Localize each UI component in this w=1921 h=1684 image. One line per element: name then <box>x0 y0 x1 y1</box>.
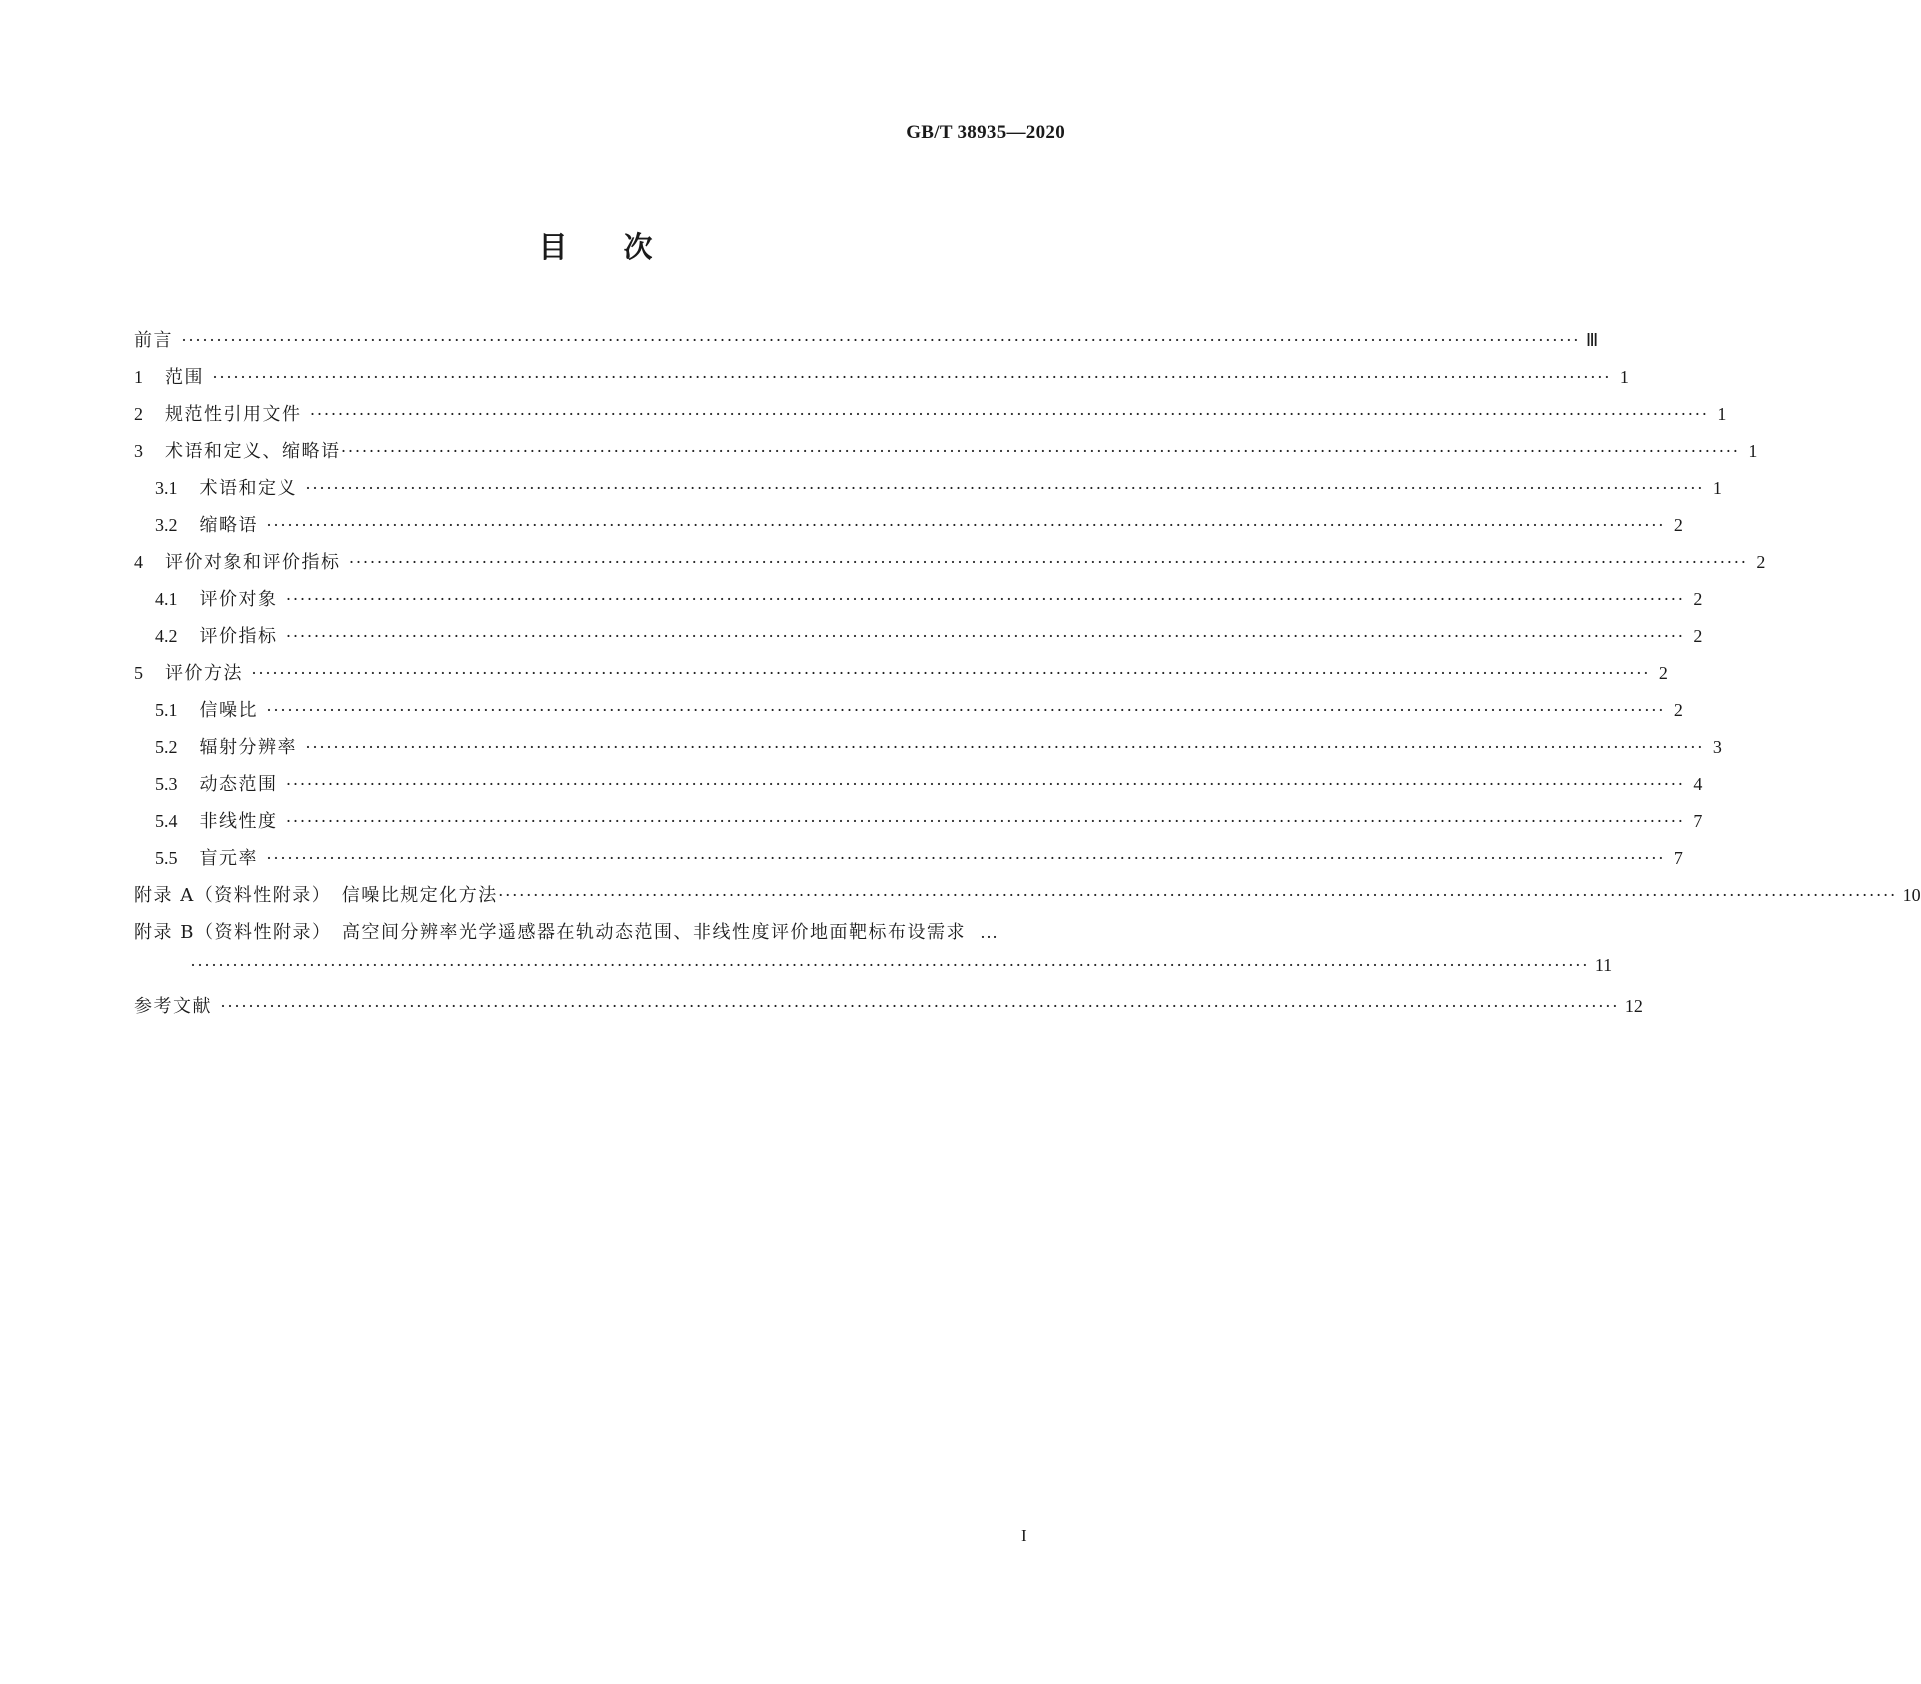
toc-entry-number: 5.2 <box>155 737 178 757</box>
toc-entry-number: 5.4 <box>155 811 178 831</box>
toc-entry-number: 5.5 <box>155 848 178 868</box>
toc-entry-text: 范围 <box>165 367 204 388</box>
toc-entry-number: 3.1 <box>155 478 178 498</box>
toc-entry-appendix-b-continuation[interactable] <box>134 955 1613 992</box>
toc-entry-number: 2 <box>134 404 143 424</box>
toc-entry-page: 4 <box>1693 774 1703 794</box>
toc-entry-page: 11 <box>1594 955 1613 975</box>
dot-leader: ········································································································································································································ <box>212 367 1611 387</box>
toc-entry-page: 12 <box>1624 996 1643 1016</box>
toc-entry-page: 2 <box>1693 589 1703 609</box>
toc-entry-3-2[interactable] <box>134 511 1683 548</box>
toc-entry-page: 1 <box>1748 441 1758 461</box>
page-number: I <box>1021 1526 1027 1545</box>
dot-leader: ········································································································································································································ <box>181 330 1580 350</box>
toc-entry-3[interactable] <box>134 437 1758 474</box>
toc-entry-text: 辐射分辨率 <box>199 737 297 758</box>
dot-leader: ········································································································································································································ <box>285 626 1685 646</box>
toc-entry-text: 评价对象和评价指标 <box>165 552 341 573</box>
dot-leader: ········································································································································································································ <box>305 737 1704 757</box>
toc-entry-number: 3 <box>134 441 143 461</box>
toc-entry-text: 参考文献 <box>134 996 212 1017</box>
toc-entry-page: 7 <box>1673 848 1683 868</box>
dot-leader: ········································································································································································································ <box>285 589 1685 609</box>
toc-entry-page: Ⅲ <box>1585 330 1599 350</box>
dot-leader: ········································································································································································································ <box>348 552 1748 572</box>
dot-leader: ········································································································································································································ <box>220 996 1619 1016</box>
toc-entry-text: 评价指标 <box>199 626 278 647</box>
toc-entry-2[interactable] <box>134 400 1727 437</box>
toc-entry-page: 1 <box>1619 367 1629 387</box>
toc-entry-5-1[interactable] <box>134 696 1683 733</box>
toc-entry-page: 2 <box>1756 552 1766 572</box>
toc-entry-text: 附录 A（资料性附录） 信噪比规定化方法 <box>134 885 498 906</box>
toc-entry-1[interactable] <box>134 363 1629 400</box>
dot-leader: ········································································································································································································ <box>266 515 1665 535</box>
toc-entry-text: 规范性引用文件 <box>165 404 302 425</box>
toc-entry-page: 3 <box>1712 737 1722 757</box>
dot-leader: ········································································································································································································ <box>266 700 1665 720</box>
toc-entry-page: 2 <box>1673 515 1683 535</box>
table-of-contents <box>134 326 1921 1029</box>
toc-entry-page: 1 <box>1712 478 1722 498</box>
toc-entry-number: 5 <box>134 663 143 683</box>
toc-entry-number: 4.2 <box>155 626 178 646</box>
toc-entry-text: 盲元率 <box>199 848 258 869</box>
dot-leader: ········································································································································································································ <box>340 441 1740 461</box>
toc-title: 目次 <box>538 230 709 264</box>
dot-leader: ········································································································································································································ <box>285 811 1685 831</box>
toc-entry-page: 1 <box>1717 404 1727 424</box>
toc-entry-3-1[interactable] <box>134 474 1722 511</box>
toc-entry-text: 术语和定义、缩略语 <box>165 441 341 462</box>
toc-entry-text: 缩略语 <box>199 515 258 536</box>
toc-entry-page: 2 <box>1673 700 1683 720</box>
dot-leader: … <box>979 922 999 942</box>
dot-leader: ········································································································································································································ <box>305 478 1704 498</box>
toc-entry-appendix-b[interactable] <box>134 918 1051 955</box>
toc-entry-4[interactable] <box>134 548 1766 585</box>
dot-leader: ········································································································································································································ <box>285 774 1685 794</box>
toc-entry-4-2[interactable] <box>134 622 1703 659</box>
toc-entry-appendix-a[interactable] <box>134 881 1921 918</box>
toc-entry-4-1[interactable] <box>134 585 1703 622</box>
toc-entry-5-3[interactable] <box>134 770 1703 807</box>
toc-entry-text: 非线性度 <box>199 811 278 832</box>
toc-entry-5-5[interactable] <box>134 844 1683 881</box>
toc-entry-text: 附录 B（资料性附录） 高空间分辨率光学遥感器在轨动态范围、非线性度评价地面靶标布设需求 <box>134 922 966 943</box>
toc-entry-text: 术语和定义 <box>199 478 297 499</box>
toc-entry-text: 评价对象 <box>199 589 278 610</box>
dot-leader: ········································································································································································································ <box>497 885 1897 905</box>
toc-entry-number: 5.1 <box>155 700 178 720</box>
toc-entry-references[interactable] <box>134 992 1643 1029</box>
toc-entry-number: 5.3 <box>155 774 178 794</box>
dot-leader: ········································································································································································································ <box>309 404 1709 424</box>
toc-entry-page: 10 <box>1902 885 1921 905</box>
toc-entry-number: 1 <box>134 367 143 387</box>
dot-leader: ········································································································································································································ <box>190 955 1589 975</box>
dot-leader: ········································································································································································································ <box>266 848 1665 868</box>
toc-entry-page: 2 <box>1658 663 1668 683</box>
dot-leader: ········································································································································································································ <box>251 663 1650 683</box>
toc-entry-text: 评价方法 <box>165 663 243 684</box>
toc-entry-foreword[interactable] <box>134 326 1599 363</box>
toc-entry-number: 3.2 <box>155 515 178 535</box>
toc-entry-page: 2 <box>1693 626 1703 646</box>
standard-code: GB/T 38935—2020 <box>906 122 1065 143</box>
toc-entry-5-2[interactable] <box>134 733 1722 770</box>
toc-entry-5-4[interactable] <box>134 807 1703 844</box>
toc-entry-5[interactable] <box>134 659 1668 696</box>
toc-entry-text: 动态范围 <box>199 774 278 795</box>
toc-entry-page: 7 <box>1693 811 1703 831</box>
toc-entry-number: 4.1 <box>155 589 178 609</box>
toc-entry-text: 信噪比 <box>199 700 258 721</box>
toc-entry-number: 4 <box>134 552 143 572</box>
toc-entry-text: 前言 <box>134 330 173 351</box>
